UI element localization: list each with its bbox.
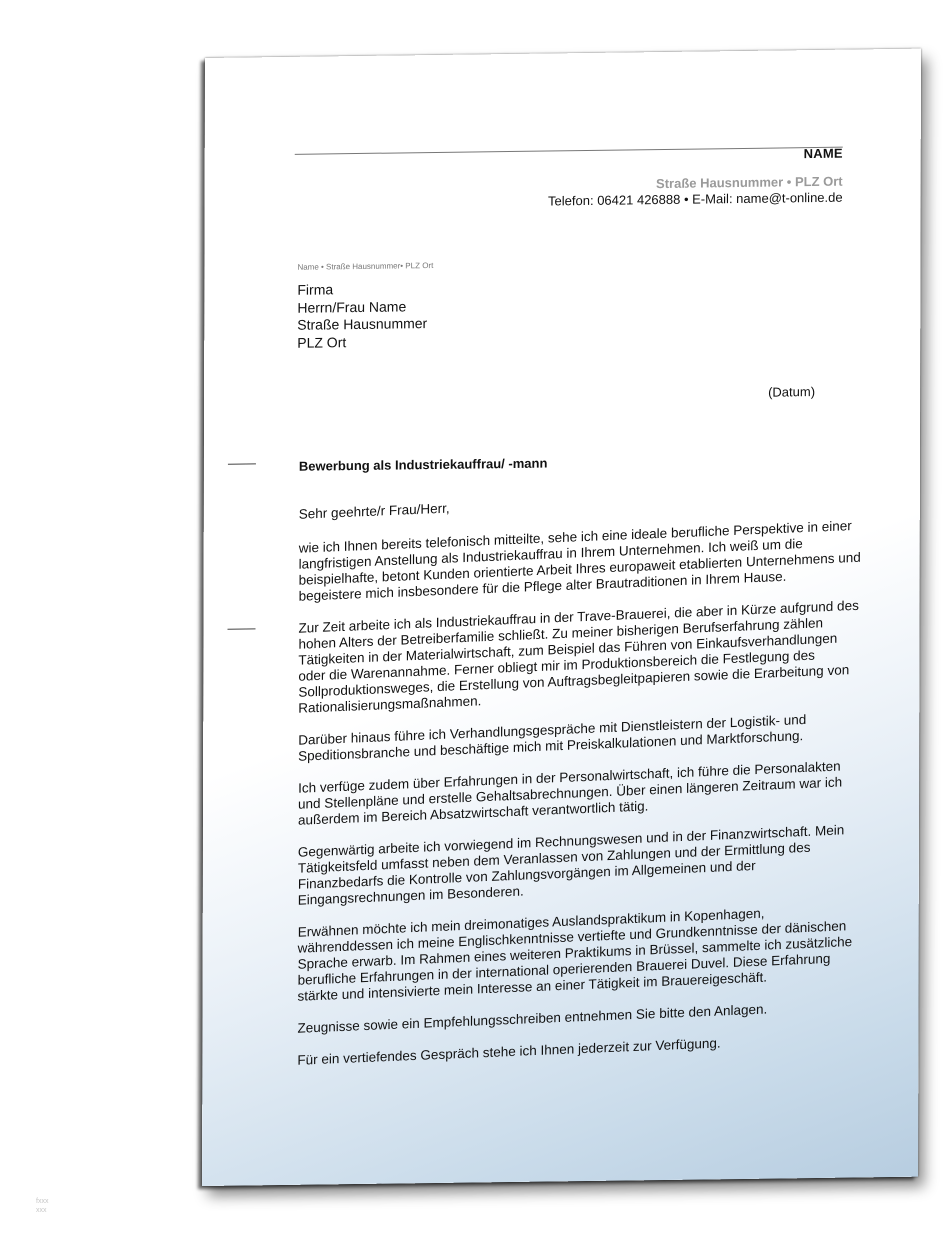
recipient-address [297, 280, 427, 352]
letter-subject: Bewerbung als Industriekauffrau/ -mann [298, 455, 548, 474]
recipient-company: Firma [297, 281, 334, 298]
recipient-person: Herrn/Frau Name [297, 297, 407, 316]
sender-return-address: Name • Straße Hausnummer• PLZ Ort [297, 261, 434, 272]
recipient-city: PLZ Ort [297, 333, 347, 351]
letter-date: (Datum) [768, 384, 816, 400]
letterhead-street: Straße Hausnummer • PLZ Ort [656, 173, 843, 192]
fold-mark-top [228, 463, 256, 464]
watermark-text: fxxx xxx [36, 1198, 49, 1214]
recipient-street: Straße Hausnummer [297, 315, 428, 333]
letter-greeting: Sehr geehrte/r Frau/Herr, [298, 500, 450, 522]
body-paragraph-4: Ich verfüge zudem über Erfahrungen in der Personalwirtschaft, ich führe die Personalakten und Stellenpläne und erstelle Gehaltsabrechnungen. Über einen längeren Zeitraum war ich außerdem im Bereich Absatzwirtschaft verantwortlich tätig. [297, 758, 843, 828]
letter-body [297, 484, 864, 1085]
letterhead-name: NAME [803, 145, 843, 162]
body-paragraph-7: Zeugnisse sowie ein Empfehlungsschreiben entnehmen Sie bitte den Anlagen. [297, 1001, 768, 1036]
letter-page [202, 49, 921, 1186]
fold-mark-middle [228, 628, 256, 629]
letterhead-contact: Telefon: 06421 426888 • E-Mail: name@t-online.de [548, 189, 843, 209]
body-paragraph-1: wie ich Ihnen bereits telefonisch mitteilte, sehe ich eine ideale berufliche Perspektive in einer langfristigen Anstellung als Industriekauffrau in Ihrem Unternehmen. Ich weiß um die beispielhafte, betont Kunden orientierte Arbeit Ihres europaweit etablierten Unternehmens und begeistere mich insbesondere für die Pflege alter Brautraditionen in Ihrem Hause. [298, 518, 861, 604]
header-rule [295, 147, 843, 155]
body-paragraph-6: Erwähnen möchte ich mein dreimonatiges Auslandspraktikum in Kopenhagen, währenddessen ich meine Englischkenntnisse vertiefte und Grundkenntnisse der dänischen Sprache erwarb. Im Rahmen eines weiteren Praktikums in Brüssel, sammelte ich zusätzliche berufliche Erfahrungen in der international operierenden Brauerei Duvel. Diese Erfahrung stärkte und intensivierte mein Interesse an einer Tätigkeit im Brauereigeschäft. [297, 905, 853, 1004]
body-paragraph-2: Zur Zeit arbeite ich als Industriekauffrau in der Trave-Brauerei, die aber in Kürze aufgrund des hohen Alters der Betreiberfamilie schließt. Zu meiner bisherigen Berufserfahrung zählen Tätigkeiten in der Materialwirtschaft, zum Beispiel das Führen von Einkaufsverhandlungen oder die Warenannahme. Ferner obliegt mir im Produktionsbereich die Festlegung des Sollproduktionsweges, die Erstellung von Auftragsbegleitpapieren sowie die Erarbeitung von Rationalisierungsmaßnahmen. [298, 597, 859, 716]
body-paragraph-5: Gegenwärtig arbeite ich vorwiegend im Rechnungswesen und in der Finanzwirtschaft. Mein Tätigkeitsfeld umfasst neben dem Veranlassen von Zahlungen und der Ermittlung des Finanzbedarfs die Kontrolle von Zahlungsvorgängen im Allgemeinen und der Eingangsrechnungen im Besonderen. [297, 822, 845, 908]
body-paragraph-3: Darüber hinaus führe ich Verhandlungsgespräche mit Dienstleistern der Logistik- und Speditionsbranche und beschäftige mich mit Preiskalkulationen und Marktforschung. [298, 711, 807, 764]
body-paragraph-8: Für ein vertiefendes Gespräch stehe ich Ihnen jederzeit zur Verfügung. [297, 1035, 721, 1068]
